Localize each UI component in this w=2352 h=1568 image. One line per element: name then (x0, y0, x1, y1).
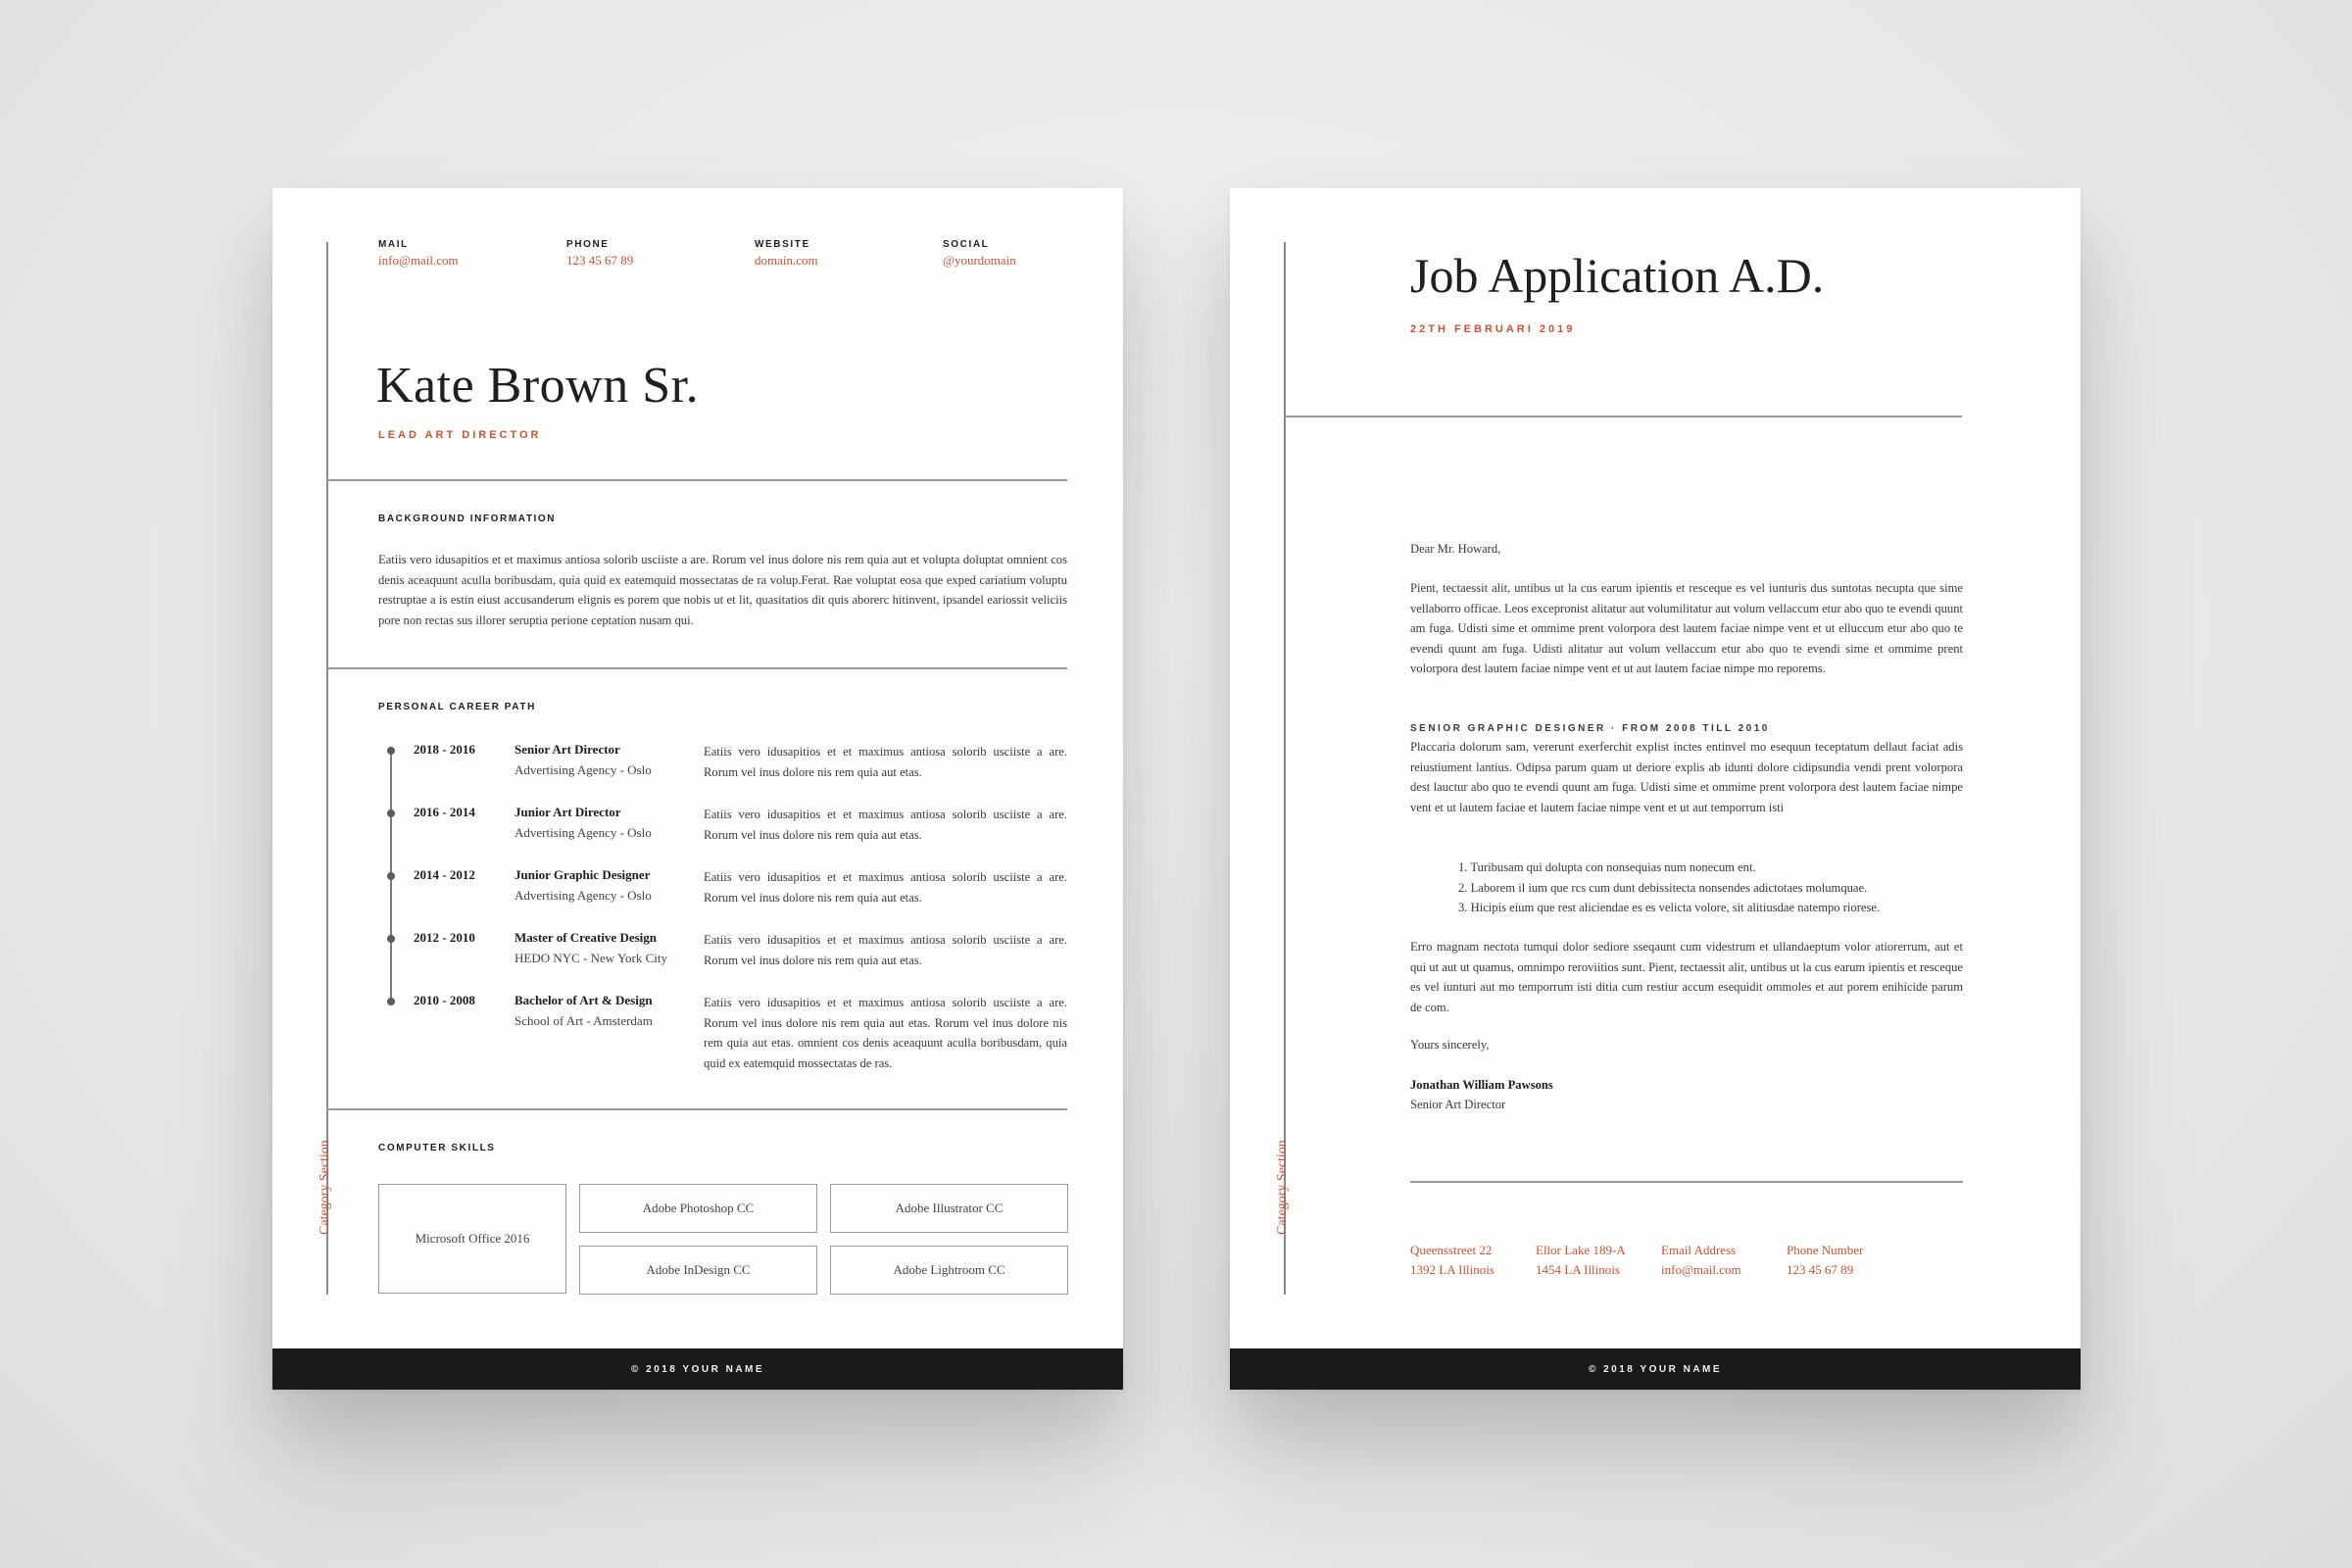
career-heading: PERSONAL CAREER PATH (378, 702, 536, 712)
category-label: Category Section (318, 1140, 332, 1235)
contact-value[interactable]: @yourdomain (943, 253, 1016, 268)
letter-paragraph: Pient, tectaessit alit, untibus ut la cus earum ipientis et resceque es vel iunturis dus suntotas necupta que sime vellaborro officae. Leos excepronist alitatur aut volumilitatur aut volum vellaccum etur abo quo te evendi quunt am fuga. Udisti sime et ommime prent volorpora dest lautem faciae nimpe vent et ut elluccum etur abo quo te evendi quunt am fuga. Udisti alitatur aut volum vellaccum etur abo quo te evendi sime et ommime prent volorpora dest lautem faciae nimpe vent et ut aut lautem faciae nimpe mo reporems. (1410, 581, 1963, 675)
footer-bar (1230, 1348, 2081, 1390)
contact-phone (566, 239, 633, 269)
career-years: 2012 - 2010 (414, 930, 475, 945)
letter-list (1458, 858, 1948, 918)
list-item: 2. Laborem il ium que rcs cum dunt debissitecta nonsendes adictotaes molumquae. (1458, 880, 1868, 895)
phone-value[interactable]: 123 45 67 89 (1787, 1262, 1854, 1277)
letter-closing: Yours sincerely, (1410, 1038, 1490, 1052)
career-years: 2016 - 2014 (414, 805, 475, 819)
letter-date: 22TH FEBRUARI 2019 (1410, 323, 1576, 335)
career-entry (378, 993, 1067, 1081)
contact-label: WEBSITE (755, 239, 810, 250)
email-label: Email Address (1661, 1243, 1737, 1257)
divider (326, 667, 1067, 669)
footer-text: © 2018 YOUR NAME (1588, 1363, 1723, 1375)
career-desc: Eatiis vero idusapitios et et maximus antiosa solorib usciiste a are. Rorum vel inus dolore nis rem quia aut etas. (704, 933, 1067, 967)
career-entry (378, 805, 1067, 867)
contact-label: SOCIAL (943, 239, 990, 250)
contact-value[interactable]: 123 45 67 89 (566, 253, 634, 268)
divider (326, 1108, 1067, 1110)
skill-box: Adobe Lightroom CC (830, 1246, 1068, 1295)
contact-label: PHONE (566, 239, 610, 250)
contact-website (755, 239, 818, 269)
career-org: Advertising Agency - Oslo (514, 888, 652, 903)
person-role: LEAD ART DIRECTOR (378, 429, 542, 441)
contact-mail (378, 239, 459, 269)
career-entry (378, 742, 1067, 805)
left-rule (1284, 242, 1286, 1295)
skill-box: Microsoft Office 2016 (378, 1184, 566, 1294)
address-line: 1392 LA Illinois (1410, 1262, 1494, 1277)
divider (1410, 1181, 1963, 1183)
skill-box: Adobe Illustrator CC (830, 1184, 1068, 1233)
footer-bar (272, 1348, 1123, 1390)
phone-block (1787, 1241, 1863, 1280)
address-block (1410, 1241, 1494, 1280)
career-role: Master of Creative Design (514, 930, 658, 945)
career-desc: Eatiis vero idusapitios et et maximus antiosa solorib usciiste a are. Rorum vel inus dolore nis rem quia aut etas. (704, 870, 1067, 905)
career-org: HEDO NYC - New York City (514, 951, 668, 965)
career-org: Advertising Agency - Oslo (514, 825, 652, 840)
list-item: 3. Hicipis eium que rest aliciendae es es velicta volore, sit alitiusdae natempo riorese. (1458, 901, 1881, 914)
address-line: Queensstreet 22 (1410, 1243, 1493, 1257)
letter-paragraph: Placcaria dolorum sam, vererunt exerferchit explist inctes entinvel mo esequun teceptatum dellaut faciat adis reiustiument lantius. Odipsa parum quam ut deriore explis ab idunti dolore cidipsundia vendi prent volorpora dest lauctur abo quo te evendi quunt am fuga. Udisti sime et ommime prent volorpora dest lautem faciae nimpe vent et ut lautem faciae et lautem faciae nimpe vent et ut aut temporrum isti (1410, 740, 1963, 814)
list-item: 1. Turibusam qui dolupta con nonsequias num nonecum ent. (1458, 860, 1756, 874)
letter-salutation: Dear Mr. Howard, (1410, 542, 1501, 556)
contact-value[interactable]: info@mail.com (378, 253, 459, 268)
address-line: Ellor Lake 189-A (1536, 1243, 1626, 1257)
background-text: Eatiis vero idusapitios et et maximus antiosa solorib usciiste a are. Rorum vel inus dolore nis rem quia aut et volupta doluptat omnient cos denis aceaquunt aculla boribusdam, quia quid ex eatemquid mossectatas de ra volup.Ferat. Rae voluptat eosa que exped cariatium voluptu restruptae a is estin eiust accusanderum elignis es porem que nobis ut et lit, quasitatios dit quis aborerc hitinvent, ipsandel eariossit veliciis pore non rectas sus illorer seruptia perione ceptation nusam qui. (378, 553, 1067, 627)
career-role: Bachelor of Art & Design (514, 993, 653, 1007)
email-value[interactable]: info@mail.com (1661, 1262, 1741, 1277)
career-years: 2010 - 2008 (414, 993, 475, 1007)
phone-label: Phone Number (1787, 1243, 1864, 1257)
career-years: 2018 - 2016 (414, 742, 475, 757)
category-label: Category Section (1275, 1140, 1290, 1235)
career-desc: Eatiis vero idusapitios et et maximus antiosa solorib usciiste a are. Rorum vel inus dolore nis rem quia aut etas. (704, 745, 1067, 779)
cover-letter-page (1230, 188, 2081, 1390)
career-org: School of Art - Amsterdam (514, 1013, 653, 1028)
footer-text: © 2018 YOUR NAME (630, 1363, 765, 1375)
left-rule (326, 242, 328, 1295)
skill-box: Adobe InDesign CC (579, 1246, 817, 1295)
email-block (1661, 1241, 1741, 1280)
background-heading: BACKGROUND INFORMATION (378, 514, 557, 524)
skills-heading: COMPUTER SKILLS (378, 1143, 496, 1153)
person-name: Kate Brown Sr. (376, 358, 700, 414)
career-desc: Eatiis vero idusapitios et et maximus antiosa solorib usciiste a are. Rorum vel inus dolore nis rem quia aut etas. (704, 808, 1067, 842)
address-block (1536, 1241, 1626, 1280)
skill-box: Adobe Photoshop CC (579, 1184, 817, 1233)
career-org: Advertising Agency - Oslo (514, 762, 652, 777)
career-role: Junior Graphic Designer (514, 867, 651, 882)
career-desc: Eatiis vero idusapitios et et maximus antiosa solorib usciiste a are. Rorum vel inus dolore nis rem quia aut etas. Rorum vel inus dolore nis rem quia aut etas. omnient cos denis aceaquunt aculla boribusdam, quia quid ex eatemquid mossectatas de ras. (704, 996, 1067, 1070)
letter-paragraph: Erro magnam nectota tumqui dolor sediore sseqaunt cum videstrum et ullandaeptum volor atiorerrum, aut et qui ut aut ut quamus, omnimpo reroviitios sunt. Pient, tectaessit alit, untibus ut la cus earum ipientis et resceque es vel iunturi aut mo temporrum isti ditia cum restiur accum esequidit ommoles et aut porem enihicide parum de com. (1410, 940, 1963, 1014)
contact-value[interactable]: domain.com (755, 253, 818, 268)
signature-name: Jonathan William Pawsons (1410, 1078, 1553, 1092)
letter-title: Job Application A.D. (1410, 248, 1825, 303)
resume-page (272, 188, 1123, 1390)
career-role: Senior Art Director (514, 742, 620, 757)
signature-title: Senior Art Director (1410, 1098, 1506, 1111)
address-line: 1454 LA Illinois (1536, 1262, 1620, 1277)
career-role: Junior Art Director (514, 805, 621, 819)
career-entry (378, 867, 1067, 930)
contact-label: MAIL (378, 239, 409, 250)
career-entry (378, 930, 1067, 993)
contact-social (943, 239, 1016, 269)
divider (1284, 416, 1962, 417)
letter-subheading: SENIOR GRAPHIC DESIGNER · FROM 2008 TILL 2010 (1410, 723, 1770, 734)
career-years: 2014 - 2012 (414, 867, 475, 882)
divider (326, 479, 1067, 481)
